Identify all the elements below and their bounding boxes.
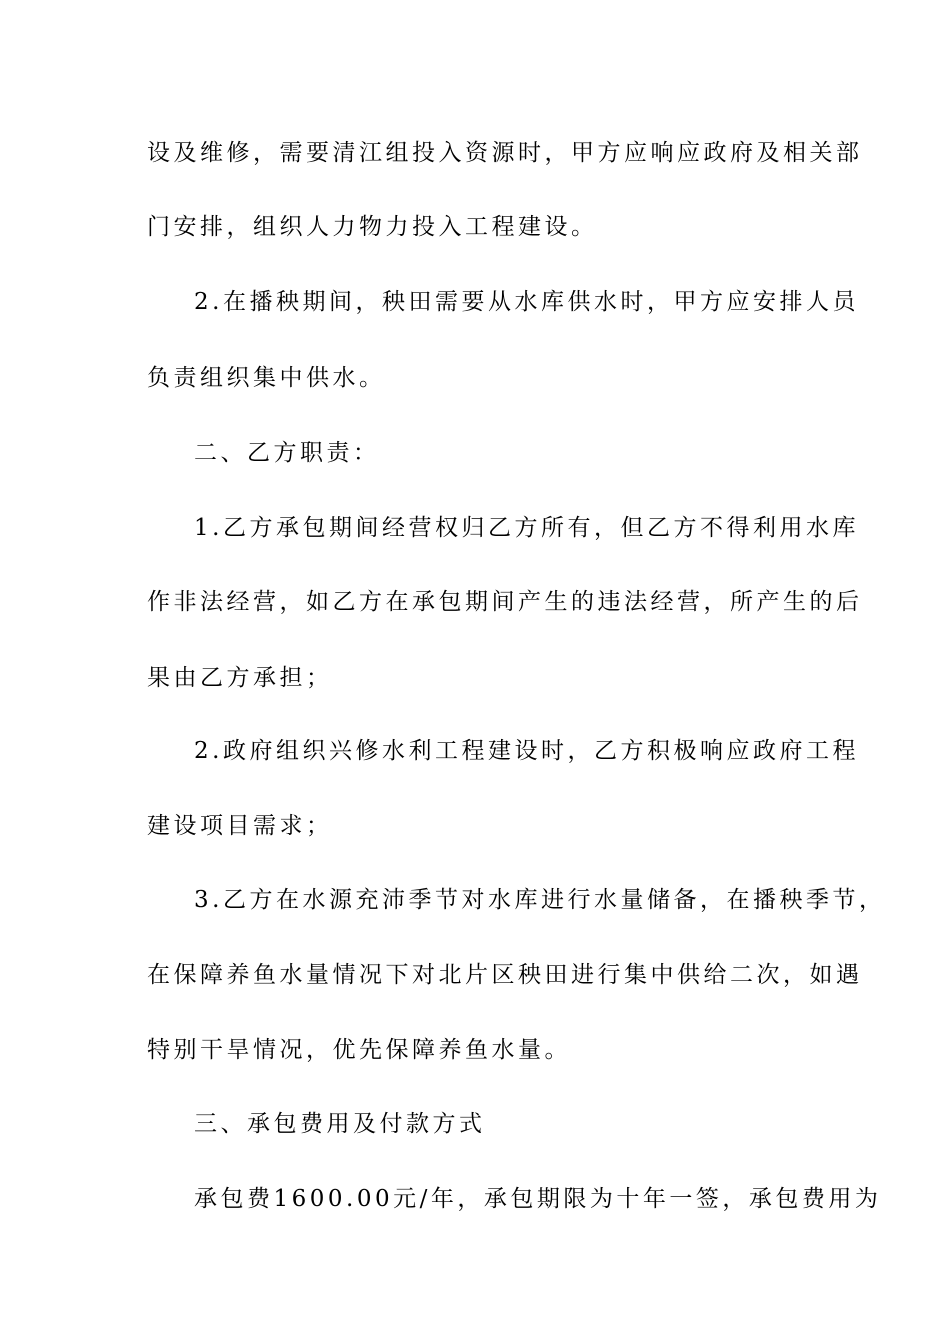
text-line: 在保障养鱼水量情况下对北片区秧田进行集中供给二次，如遇 (147, 962, 863, 988)
text-line: 2.在播秧期间，秧田需要从水库供水时，甲方应安排人员 (194, 289, 859, 315)
text-line: 负责组织集中供水。 (147, 365, 386, 391)
text-line: 门安排，组织人力物力投入工程建设。 (147, 214, 598, 240)
text-line: 承包费1600.00元/年，承包期限为十年一签，承包费用为 (194, 1186, 882, 1212)
text-line: 1.乙方承包期间经营权归乙方所有，但乙方不得利用水库 (194, 515, 859, 541)
text-line: 特别干旱情况，优先保障养鱼水量。 (147, 1037, 571, 1063)
text-line: 设及维修，需要清江组投入资源时，甲方应响应政府及相关部 (147, 140, 863, 166)
text-line: 果由乙方承担； (147, 665, 333, 691)
section-heading: 二、乙方职责： (194, 440, 380, 466)
section-heading: 三、承包费用及付款方式 (194, 1111, 486, 1137)
text-line: 作非法经营，如乙方在承包期间产生的违法经营，所产生的后 (147, 589, 863, 615)
text-line: 建设项目需求； (147, 813, 333, 839)
text-line: 2.政府组织兴修水利工程建设时，乙方积极响应政府工程 (194, 738, 859, 764)
text-line: 3.乙方在水源充沛季节对水库进行水量储备，在播秧季节， (194, 887, 886, 913)
